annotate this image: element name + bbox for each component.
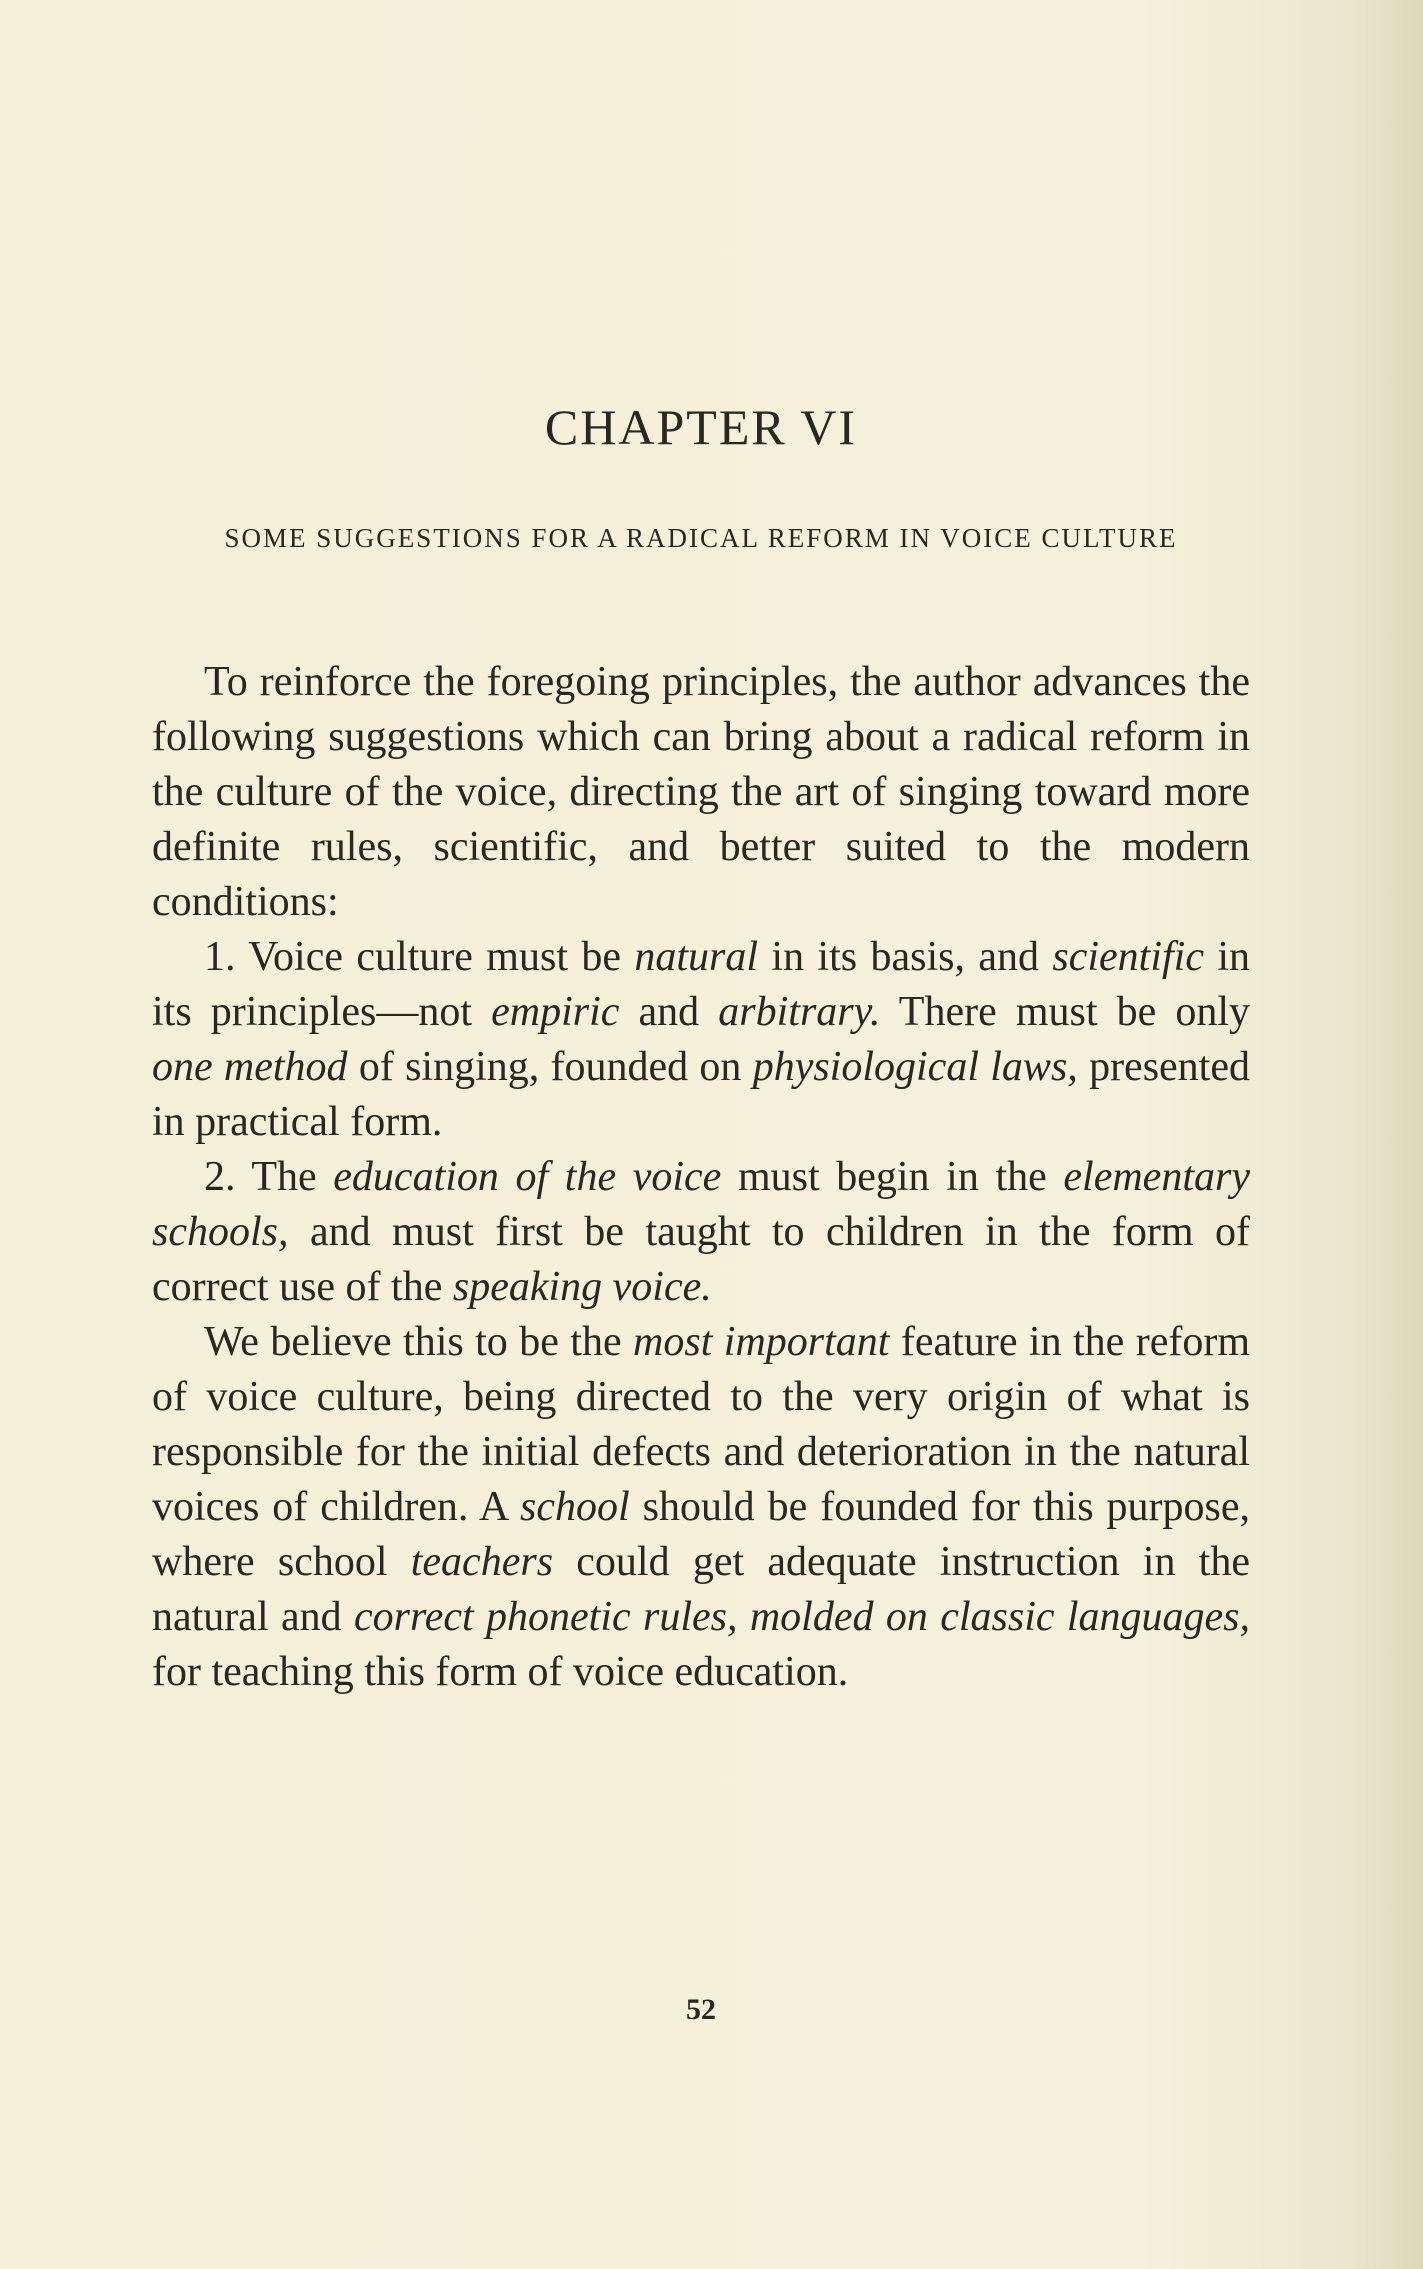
text-run: 1. Voice culture must be xyxy=(204,934,635,980)
emphasis: scientific xyxy=(1052,934,1204,980)
paragraph-intro: To reinforce the foregoing principles, the author advances the following suggestions which can bring about a radical reform in the culture of the voice, directing the art of singing toward more definite rules, scientific, and better suited to the modern conditions: xyxy=(152,659,1250,925)
emphasis: most important xyxy=(633,1319,890,1365)
emphasis: school xyxy=(520,1484,630,1530)
text-run: must begin in the xyxy=(721,1154,1064,1200)
text-run: could get adequate instruction in the natural and xyxy=(152,1539,1250,1640)
text-run: There must be only xyxy=(880,989,1250,1035)
paragraph-commentary xyxy=(152,1315,1250,1700)
chapter-title: CHAPTER VI xyxy=(544,399,858,455)
emphasis: speaking voice. xyxy=(452,1264,712,1310)
text-run: 2. The xyxy=(204,1154,334,1200)
emphasis: physiological laws, xyxy=(752,1044,1078,1090)
text-run: presented in practical form. xyxy=(152,1044,1250,1145)
emphasis: elementary schools, xyxy=(152,1154,1250,1255)
text-run: and must first be taught to children in the form of correct use of the xyxy=(152,1209,1250,1310)
emphasis: arbitrary. xyxy=(718,989,881,1035)
text-run: in its principles—not xyxy=(152,934,1251,1035)
text-run: feature in the reform of voice culture, being directed to the very origin of what is responsible for the initial defects and deterioration in the natural voices of children. A xyxy=(152,1319,1250,1530)
text-run: in its basis, and xyxy=(758,934,1053,980)
emphasis: natural xyxy=(634,934,759,980)
paragraph-point-2 xyxy=(152,1150,1250,1315)
text-run: We believe this to be the xyxy=(204,1319,634,1365)
text-run: should be founded for this purpose, where school xyxy=(152,1484,1250,1585)
emphasis: one method xyxy=(152,1044,348,1090)
text-run: for teaching this form of voice education. xyxy=(152,1649,849,1695)
text-run: and xyxy=(619,989,719,1035)
chapter-subtitle: SOME SUGGESTIONS FOR A RADICAL REFORM IN VOICE CULTURE xyxy=(224,523,1178,553)
text-run: of singing, founded on xyxy=(347,1044,753,1090)
emphasis: empiric xyxy=(491,989,620,1035)
emphasis: teachers xyxy=(410,1539,554,1585)
paragraph-point-1 xyxy=(152,930,1250,1150)
emphasis: correct phonetic rules, molded on classic languages, xyxy=(353,1594,1251,1640)
page-number: 52 xyxy=(686,1993,716,2026)
emphasis: education of the voice xyxy=(333,1154,722,1200)
body-text xyxy=(152,655,1250,1700)
